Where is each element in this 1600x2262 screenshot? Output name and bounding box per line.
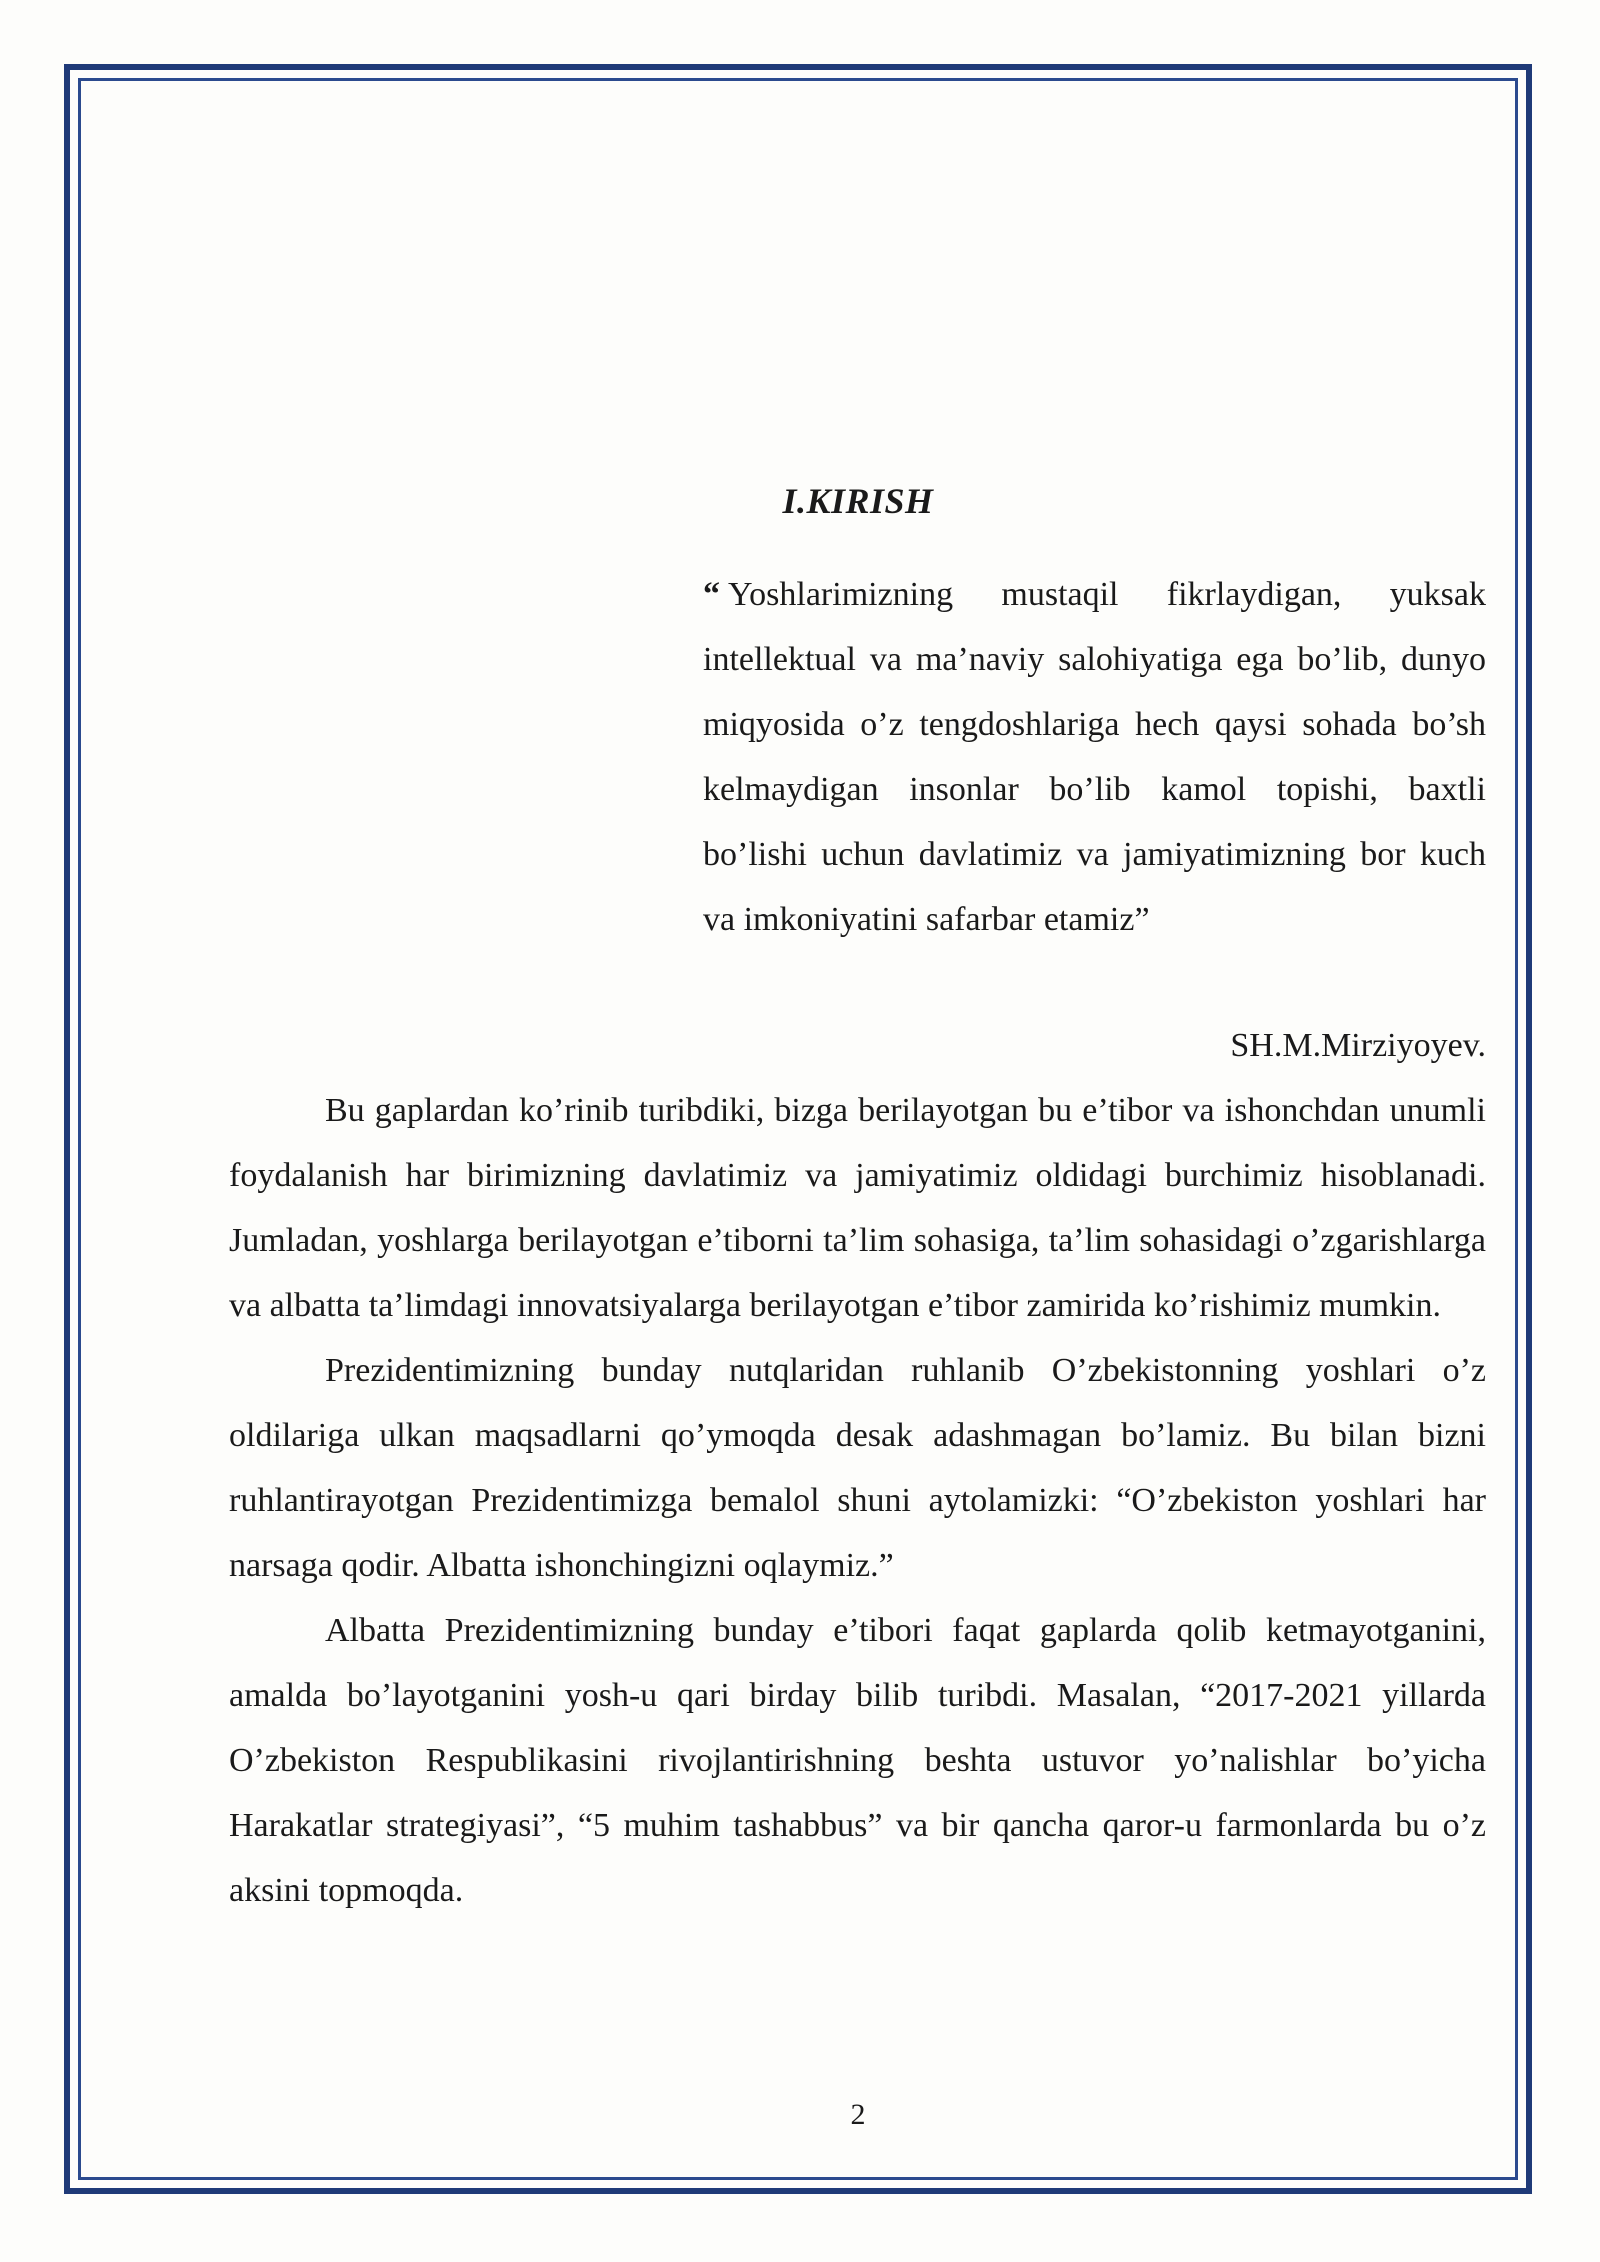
body-text bbox=[229, 1078, 1486, 1923]
epigraph-open-quote: “ bbox=[703, 576, 720, 613]
paragraph-1: Bu gaplardan ko’rinib turibdiki, bizga berilayotgan bu e’tibor va ishonchdan unumli foydalanish har birimizning davlatimiz va jamiyatimiz oldidagi burchimiz hisoblanadi. Jumladan, yoshlarga berilayotgan e’tiborni ta’lim sohasiga, ta’lim sohasidagi o’zgarishlarga va albatta ta’limdagi innovatsiyalarga berilayotgan e’tibor zamirida ko’rishimiz mumkin. bbox=[229, 1092, 1486, 1324]
epigraph-text: Yoshlarimizning mustaqil fikrlaydigan, yuksak intellektual va ma’naviy salohiyatiga ega bo’lib, dunyo miqyosida o’z tengdoshlariga hech qaysi sohada bo’sh kelmaydigan insonlar bo’lib kamol topishi, baxtli bo’lishi uchun davlatimiz va jamiyatimizning bor kuch va imkoniyatini safarbar etamiz” bbox=[703, 576, 1486, 938]
epigraph bbox=[703, 562, 1486, 952]
section-heading: I.KIRISH bbox=[782, 481, 934, 521]
page-number: 2 bbox=[850, 2098, 866, 2131]
epigraph-author: SH.M.Mirziyoyev. bbox=[1230, 1027, 1486, 1064]
paragraph-3: Albatta Prezidentimizning bunday e’tibori faqat gaplarda qolib ketmayotganini, amalda bo’layotganini yosh-u qari birday bilib turibdi. Masalan, “2017-2021 yillarda O’zbekiston Respublikasini rivojlantirishning beshta ustuvor yo’nalishlar bo’yicha Harakatlar strategiyasi”, “5 muhim tashabbus” va bir qancha qaror-u farmonlarda bu o’z aksini topmoqda. bbox=[229, 1612, 1486, 1909]
paragraph-2: Prezidentimizning bunday nutqlaridan ruhlanib O’zbekistonning yoshlari o’z oldilariga ulkan maqsadlarni qo’ymoqda desak adashmagan bo’lamiz. Bu bilan bizni ruhlantirayotgan Prezidentimizga bemalol shuni aytolamizki: “O’zbekiston yoshlari har narsaga qodir. Albatta ishonchingizni oqlaymiz.” bbox=[229, 1352, 1486, 1584]
